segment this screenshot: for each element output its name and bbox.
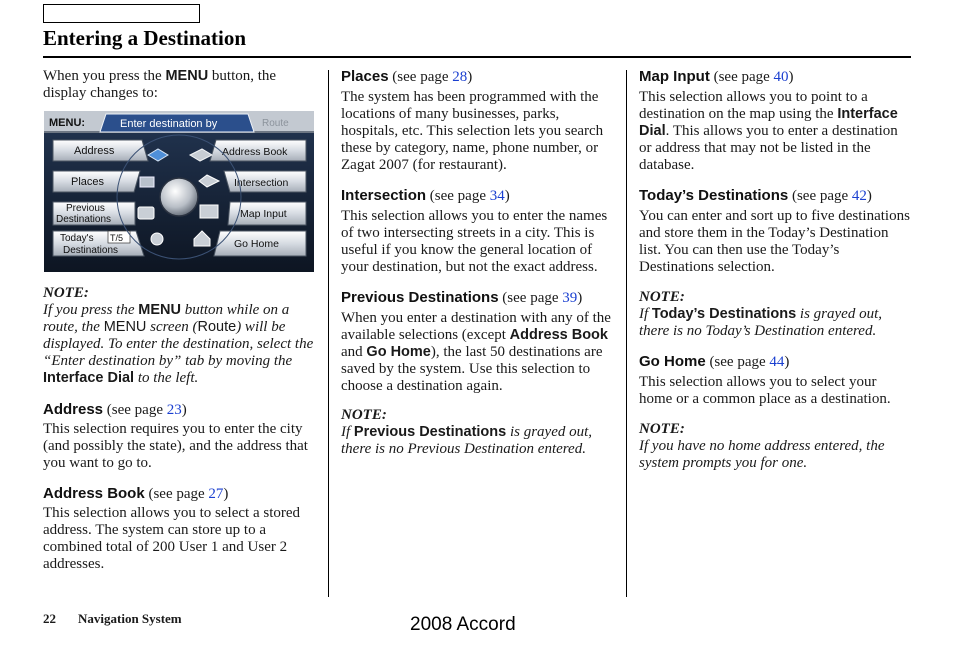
menu-note-text: If you press the MENU button while on a route, the MENU screen (Route) will be displayed. To enter the destination, select the “Enter destination by” tab by moving the Interface Dial to the left. bbox=[43, 302, 314, 386]
intro-paragraph: When you press the MENU button, the display changes to: bbox=[43, 68, 277, 101]
intersection-heading: Intersection (see page 34) bbox=[341, 187, 510, 204]
todays-destinations-page-link[interactable]: 42 bbox=[851, 188, 867, 204]
screen-menu-label: MENU: bbox=[49, 117, 86, 129]
svg-text:Today's: Today's bbox=[60, 233, 94, 244]
places-icon bbox=[140, 177, 154, 187]
screen-btn-address: Address bbox=[74, 145, 115, 157]
places-text: The system has been programmed with the locations of many businesses, parks, hospitals, etc. This selection lets you search these by category, name, phone number, or Zagat 2007 (for restaurant). bbox=[341, 89, 604, 173]
previous-destinations-heading: Previous Destinations (see page 39) bbox=[341, 289, 583, 306]
todays-destinations-note: If Today’s Destinations is grayed out, there is no Today’s Destination entered. bbox=[639, 306, 882, 339]
svg-text:Destinations: Destinations bbox=[56, 214, 112, 225]
intersection-page-link[interactable]: 34 bbox=[489, 188, 505, 204]
page-title: Entering a Destination bbox=[43, 26, 247, 50]
address-book-heading: Address Book (see page 27) bbox=[43, 485, 229, 502]
map-input-text: This selection allows you to point to a destination on the map using the Interface Dial. This allows you to enter a destination or address that may not be listed in the database. bbox=[639, 89, 898, 173]
previous-destinations-page-link[interactable]: 39 bbox=[562, 290, 578, 306]
screen-tab-enter-destination: Enter destination by bbox=[120, 118, 218, 130]
note-title-1: NOTE: bbox=[43, 285, 89, 301]
screen-btn-intersection: Intersection bbox=[234, 177, 289, 189]
note-title-3: NOTE: bbox=[639, 289, 685, 305]
todays-destinations-text: You can enter and sort up to five destinations and store them in the Today’s Destination list. You can then use the Today’s Destinations selection. bbox=[639, 208, 910, 275]
screen-btn-map-input: Map Input bbox=[240, 208, 287, 220]
svg-text:Previous: Previous bbox=[66, 203, 105, 214]
go-home-page-link[interactable]: 44 bbox=[769, 354, 785, 370]
vehicle-model: 2008 Accord bbox=[410, 614, 516, 635]
previous-destinations-icon bbox=[138, 207, 154, 219]
interface-dial-icon bbox=[160, 178, 198, 216]
note-title-4: NOTE: bbox=[639, 421, 685, 437]
todays-destinations-heading: Today’s Destinations (see page 42) bbox=[639, 187, 872, 204]
svg-text:Destinations: Destinations bbox=[63, 245, 119, 256]
address-book-page-link[interactable]: 27 bbox=[208, 486, 224, 502]
places-page-link[interactable]: 28 bbox=[452, 69, 468, 85]
page-number: 22 bbox=[43, 611, 56, 626]
note-title-2: NOTE: bbox=[341, 407, 387, 423]
header-tab-box bbox=[43, 4, 200, 23]
map-input-page-link[interactable]: 40 bbox=[773, 69, 789, 85]
nav-screen-graphic bbox=[44, 111, 314, 272]
screen-tab-route: Route bbox=[262, 118, 289, 129]
book-title: Navigation System bbox=[78, 611, 182, 626]
screen-btn-places: Places bbox=[71, 176, 105, 188]
address-text: This selection requires you to enter the city (and possibly the state), and the address that you want to go to. bbox=[43, 421, 308, 471]
map-input-heading: Map Input (see page 40) bbox=[639, 68, 794, 85]
go-home-note: If you have no home address entered, the system prompts you for one. bbox=[639, 438, 885, 471]
address-page-link[interactable]: 23 bbox=[166, 402, 182, 418]
intersection-text: This selection allows you to enter the names of two intersecting streets in a city. This is useful if you know the general location of your destination, but not the exact address. bbox=[341, 208, 608, 275]
column-1-lower bbox=[43, 285, 315, 573]
go-home-text: This selection allows you to select your home or a common place as a destination. bbox=[639, 374, 891, 407]
go-home-heading: Go Home (see page 44) bbox=[639, 353, 790, 370]
screen-badge: T/5 bbox=[110, 233, 124, 243]
todays-destinations-icon bbox=[151, 233, 163, 245]
nav-screen-image bbox=[44, 111, 314, 272]
screen-btn-address-book: Address Book bbox=[222, 146, 288, 158]
column-divider-2 bbox=[626, 70, 627, 597]
title-rule bbox=[43, 56, 911, 58]
column-2 bbox=[341, 68, 613, 458]
previous-destinations-note: If Previous Destinations is grayed out, there is no Previous Destination entered. bbox=[341, 424, 593, 457]
screen-btn-go-home: Go Home bbox=[234, 238, 279, 250]
column-1 bbox=[43, 68, 315, 102]
places-heading: Places (see page 28) bbox=[341, 68, 473, 85]
map-input-icon bbox=[200, 205, 218, 218]
previous-destinations-text: When you enter a destination with any of the available selections (except Address Book and Go Home), the last 50 destinations are saved by the system. Use this selection to choose a destination again. bbox=[341, 310, 611, 394]
column-divider-1 bbox=[328, 70, 329, 597]
address-book-text: This selection allows you to select a stored address. The system can store up to a combined total of 200 User 1 and User 2 addresses. bbox=[43, 505, 301, 572]
address-heading: Address (see page 23) bbox=[43, 401, 187, 418]
column-3 bbox=[639, 68, 911, 472]
